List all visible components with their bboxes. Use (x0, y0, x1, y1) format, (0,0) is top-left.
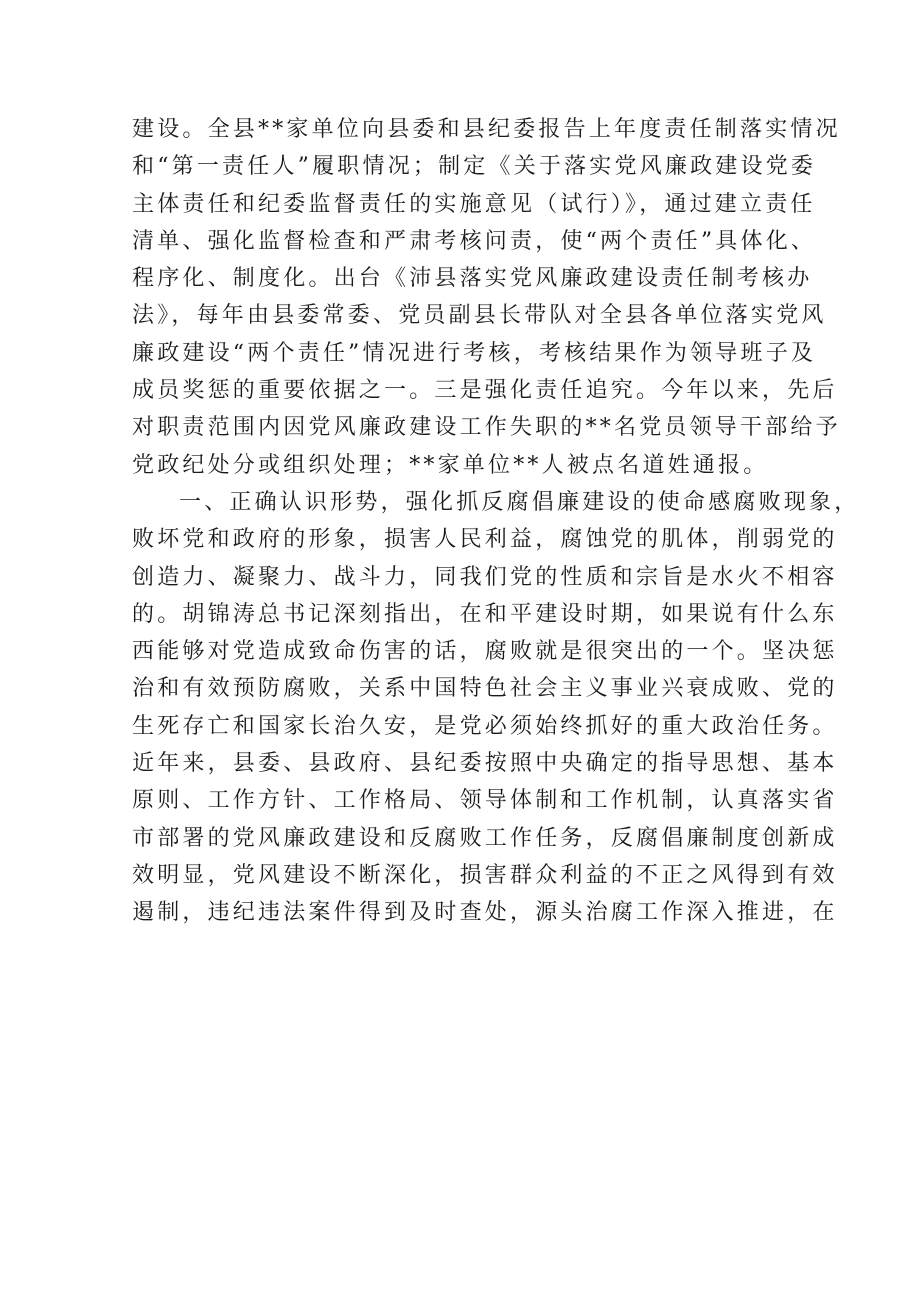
text-line: 法》，每年由县委常委、党员副县长带队对全县各单位落实党风 (132, 303, 827, 329)
text-line: 原则、工作方针、工作格局、领导体制和工作机制，认真落实省 (132, 788, 838, 814)
body-text (132, 111, 860, 932)
text-line: 廉政建设“两个责任”情况进行考核，考核结果作为领导班子及 (132, 340, 817, 366)
text-line: 生死存亡和国家长治久安，是党必须始终抓好的重大政治任务。 (132, 713, 838, 739)
text-line: 遏制，违纪违法案件得到及时查处，源头治腐工作深入推进，在 (132, 900, 838, 926)
text-line: 成员奖惩的重要依据之一。三是强化责任追究。今年以来，先后 (132, 378, 838, 404)
text-line: 和“第一责任人”履职情况；制定《关于落实党风廉政建设党委 (132, 154, 817, 180)
text-line: 建设。全县**家单位向县委和县纪委报告上年度责任制落实情况 (132, 117, 841, 142)
text-line: 主体责任和纪委监督责任的实施意见（试行）》，通过建立责任 (132, 191, 816, 217)
text-line: 清单、强化监督检查和严肃考核问责，使“两个责任”具体化、 (132, 228, 817, 254)
text-line: 近年来，县委、县政府、县纪委按照中央确定的指导思想、基本 (132, 751, 838, 777)
text-line: 的。胡锦涛总书记深刻指出，在和平建设时期，如果说有什么东 (132, 601, 838, 627)
text-line: 败坏党和政府的形象，损害人民利益，腐蚀党的肌体，削弱党的 (132, 527, 838, 553)
text-line: 治和有效预防腐败，关系中国特色社会主义事业兴衰成败、党的 (132, 676, 838, 702)
text-line: 西能够对党造成致命伤害的话，腐败就是很突出的一个。坚决惩 (132, 639, 838, 665)
text-line: 对职责范围内因党风廉政建设工作失职的**名党员领导干部给予 (132, 415, 841, 441)
text-line: 创造力、凝聚力、战斗力，同我们党的性质和宗旨是水火不相容 (132, 564, 838, 590)
text-line: 党政纪处分或组织处理；**家单位**人被点名道姓通报。 (132, 452, 769, 478)
paragraph-heading-line: 一、正确认识形势，强化抓反腐倡廉建设的使命感腐败现象， (179, 489, 860, 515)
text-line: 效明显，党风建设不断深化，损害群众利益的不正之风得到有效 (132, 862, 838, 888)
text-line: 程序化、制度化。出台《沛县落实党风廉政建设责任制考核办 (132, 266, 813, 292)
text-line: 市部署的党风廉政建设和反腐败工作任务，反腐倡廉制度创新成 (132, 825, 838, 851)
